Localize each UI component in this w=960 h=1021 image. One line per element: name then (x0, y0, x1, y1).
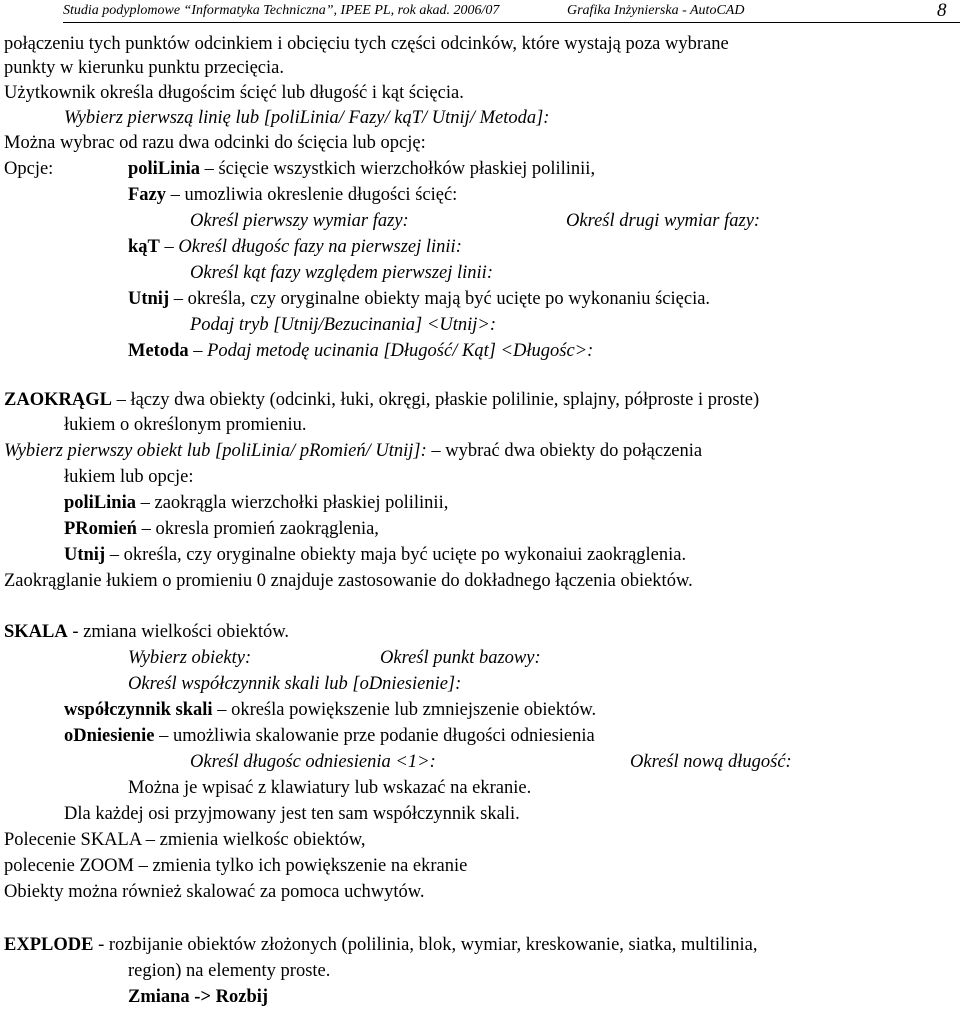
section-line (4, 933, 758, 957)
option-line (128, 157, 595, 181)
command-desc: - rozbijanie obiektów złożonych (polilinia, blok, wymiar, kreskowanie, siatka, multilinia, (98, 935, 758, 955)
section-line (4, 388, 759, 412)
text-line: Użytkownik określa długościm ścięć lub długość i kąt ścięcia. (4, 83, 464, 103)
option-term: współczynnik skali (64, 700, 213, 720)
option-dash: – (164, 237, 174, 257)
option-line (128, 287, 710, 311)
text-line: połączeniu tych punktów odcinkiem i obcięciu tych części odcinków, które wystają poza wybrane (4, 34, 729, 54)
command-prompt: Podaj metodę ucinania [Długość/ Kąt] <Długośc>: (207, 341, 594, 361)
command-prompt: Określ pierwszy wymiar fazy: (190, 211, 409, 231)
option-term: oDniesienie (64, 726, 155, 746)
text-line: region) na elementy proste. (128, 961, 331, 981)
menu-path: Zmiana -> Rozbij (128, 987, 269, 1007)
option-desc: – określa, czy oryginalne obiekty maja być ucięte po wykonaiui zaokrąglenia. (109, 545, 687, 565)
option-desc: – okresla promień zaokrąglenia, (141, 519, 379, 539)
command-prompt: Określ długośc odniesienia <1>: (190, 752, 436, 772)
command-prompt: Określ drugi wymiar fazy: (566, 211, 761, 231)
option-desc: – umożliwia skalowanie prze podanie długości odniesienia (159, 726, 595, 746)
header-subject: Grafika Inżynierska - AutoCAD (567, 3, 745, 18)
option-line (128, 183, 457, 207)
option-desc: – zaokrągla wierzchołki płaskiej polilinii, (140, 493, 449, 513)
text-line: Polecenie SKALA – zmienia wielkośc obiektów, (4, 830, 366, 850)
option-term: poliLinia (128, 159, 200, 179)
option-term: poliLinia (64, 493, 136, 513)
command-prompt: Określ współczynnik skali lub [oDniesienie]: (128, 674, 462, 694)
option-line (64, 543, 686, 567)
command-prompt: Podaj tryb [Utnij/Bezucinania] <Utnij>: (190, 315, 497, 335)
option-desc: – ścięcie wszystkich wierzchołków płaskiej polilinii, (204, 159, 596, 179)
command-prompt: Określ kąt fazy względem pierwszej linii: (190, 263, 493, 283)
text-line: łukiem lub opcje: (64, 467, 194, 487)
option-term: Fazy (128, 185, 167, 205)
command-desc: – łączy dwa obiekty (odcinki, łuki, okręgi, płaskie polilinie, splajny, półproste i proste) (116, 390, 760, 410)
option-desc: – określa powiększenie lub zmniejszenie obiektów. (217, 700, 597, 720)
text-line: Obiekty można również skalować za pomoca uchwytów. (4, 882, 425, 902)
command-prompt: Wybierz pierwszy obiekt lub [poliLinia/ pRomień/ Utnij]: (4, 441, 427, 461)
text-line: punkty w kierunku punktu przecięcia. (4, 58, 284, 78)
header-divider (63, 22, 960, 23)
option-line (64, 491, 448, 515)
header-course-title: Studia podyplomowe “Informatyka Techniczna”, IPEE PL, rok akad. 2006/07 (63, 3, 500, 18)
text-line: łukiem o określonym promieniu. (64, 415, 307, 435)
text-line: Można wybrac od razu dwa odcinki do ścięcia lub opcję: (4, 133, 426, 153)
option-term: Utnij (64, 545, 106, 565)
command-name: ZAOKRĄGL (4, 390, 112, 410)
page-header (0, 0, 960, 24)
option-desc: – określa, czy oryginalne obiekty mają być ucięte po wykonaniu ścięcia. (173, 289, 711, 309)
text-line: Dla każdej osi przyjmowany jest ten sam współczynnik skali. (64, 804, 520, 824)
option-term: PRomień (64, 519, 137, 539)
option-line (128, 339, 593, 363)
option-term: Utnij (128, 289, 170, 309)
section-line (4, 620, 289, 644)
option-line (64, 724, 595, 748)
text-line: polecenie ZOOM – zmienia tylko ich powiększenie na ekranie (4, 856, 468, 876)
command-prompt: Określ długośc fazy na pierwszej linii: (178, 237, 462, 257)
option-dash: – (193, 341, 203, 361)
page-number: 8 (937, 0, 947, 21)
command-prompt: Wybierz obiekty: (128, 648, 252, 668)
text-line: Zaokrąglanie łukiem o promieniu 0 znajduje zastosowanie do dokładnego łączenia obiektów. (4, 571, 693, 591)
option-term: kąT (128, 237, 160, 257)
command-prompt: Określ nową długość: (630, 752, 792, 772)
command-desc: - zmiana wielkości obiektów. (72, 622, 290, 642)
command-name: SKALA (4, 622, 68, 642)
option-line (128, 235, 462, 259)
option-desc: – umozliwia okreslenie długości ścięć: (170, 185, 458, 205)
option-line (64, 517, 379, 541)
command-prompt: Określ punkt bazowy: (380, 648, 541, 668)
command-prompt: Wybierz pierwszą linię lub [poliLinia/ Fazy/ kąT/ Utnij/ Metoda]: (64, 108, 550, 128)
command-desc: – wybrać dwa obiekty do połączenia (431, 441, 703, 461)
text-line: Można je wpisać z klawiatury lub wskazać na ekranie. (128, 778, 532, 798)
command-name: EXPLODE (4, 935, 94, 955)
option-line (64, 698, 596, 722)
options-label: Opcje: (4, 159, 54, 179)
option-term: Metoda (128, 341, 189, 361)
text-line (4, 439, 702, 463)
